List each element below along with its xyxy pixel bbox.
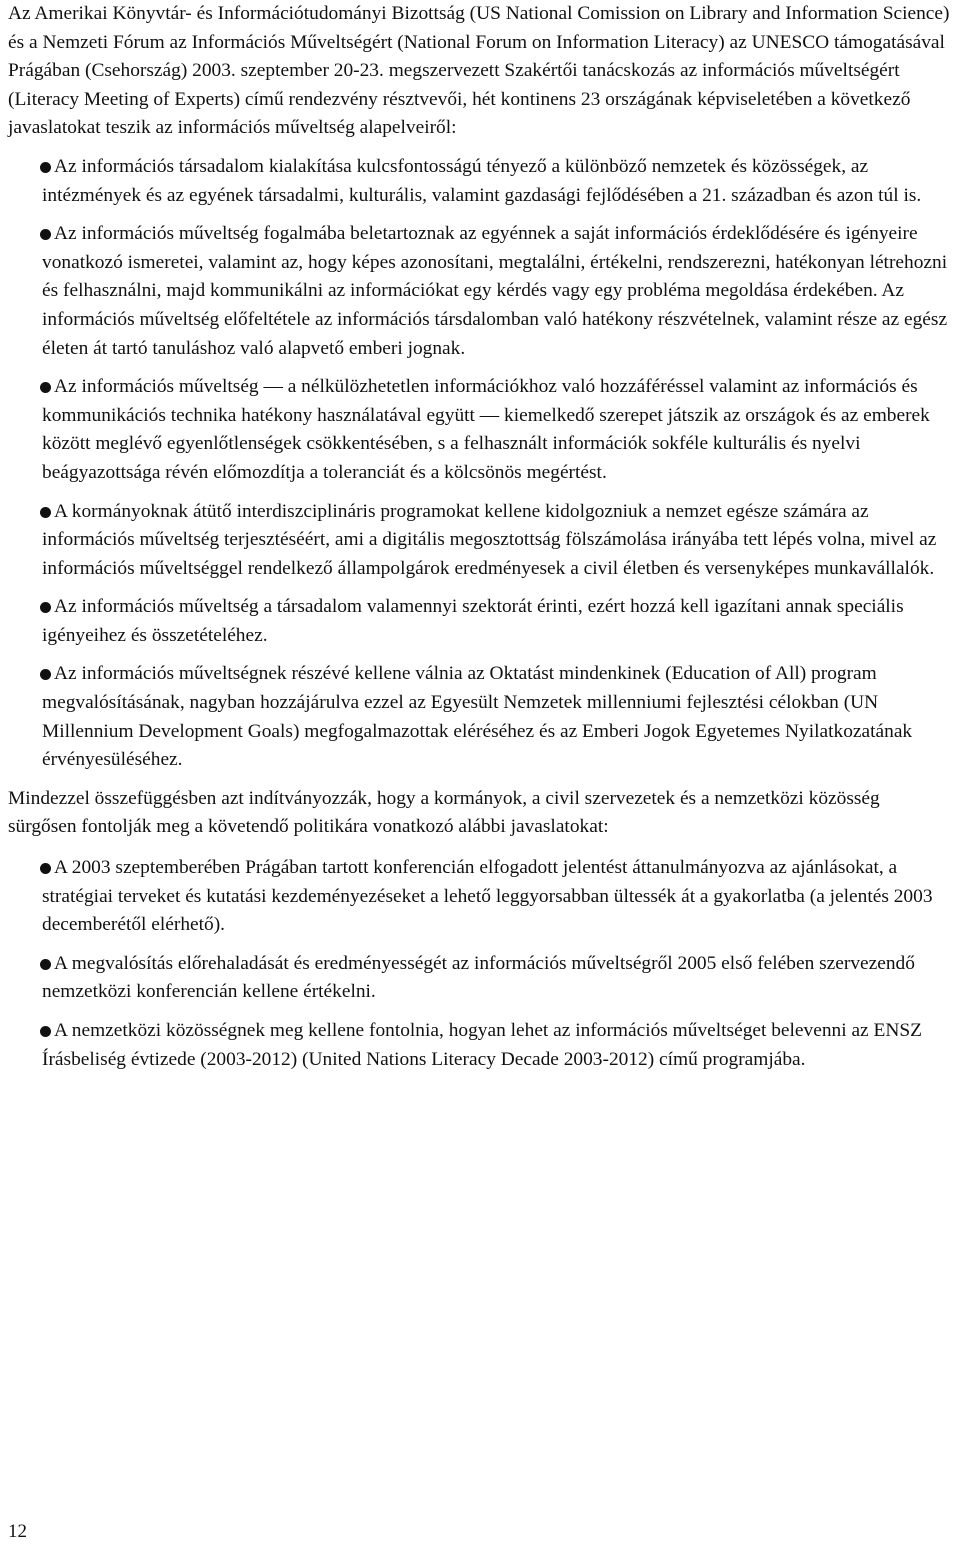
recommendation-text: A nemzetközi közösségnek meg kellene fontolnia, hogyan lehet az információs műveltséget belevenni az ENSZ Írásbeliség évtizede (2003-2012) (United Nations Literacy Decade 2003-2012) című programjába.: [42, 1020, 922, 1070]
recommendation-item: [8, 854, 952, 940]
bullet-icon: [40, 863, 51, 874]
recommendation-item: [8, 950, 952, 1007]
principles-list: [8, 153, 952, 775]
page-number: 12: [8, 1521, 27, 1542]
principle-item: [8, 220, 952, 363]
recommendation-text: A 2003 szeptemberében Prágában tartott konferencián elfogadott jelentést áttanulmányozva az ajánlásokat, a stratégiai terveket és kutatási kezdeményezéseket a lehető leggyorsabban ültessék át a gyakorlatba (a jelentés 2003 decemberétől elérhető).: [42, 857, 933, 936]
closing-paragraph: Mindezzel összefüggésben azt indítványozzák, hogy a kormányok, a civil szervezetek és a nemzetközi közösség sürgősen fontolják meg a követendő politikára vonatkozó alábbi javaslatokat:: [8, 787, 880, 838]
bullet-icon: [40, 1026, 51, 1037]
intro-paragraph: Az Amerikai Könyvtár- és Információtudományi Bizottság (US National Comission on Library and Information Science) és a Nemzeti Fórum az Információs Műveltségért (National Forum on Information Literacy) az UNESCO támogatásával Prágában (Csehország) 2003. szeptember 20-23. megszervezett Szakértői tanácskozás az információs műveltségért (Literacy Meeting of Experts) című rendezvény résztvevői, hét kontinens 23 országának képviseletében a következő javaslatokat teszik az információs műveltség alapelveiről:: [8, 3, 950, 139]
principle-item: [8, 498, 952, 584]
principle-text: Az információs műveltség — a nélkülözhetetlen információkhoz való hozzáféréssel valamint az információs és kommunikációs technika hatékony használatával együtt — kiemelkedő szerepet játszik az országok és az emberek között meglévő egyenlőtlenségek csökkentésében, s a felhasznált információk sokféle kulturális és nyelvi beágyazottsága révén előmozdítja a toleranciát és a kölcsönös megértést.: [42, 376, 930, 483]
principle-item: [8, 593, 952, 650]
principle-item: [8, 153, 952, 210]
recommendations-list: [8, 854, 952, 1074]
bullet-icon: [40, 162, 51, 173]
principle-text: A kormányoknak átütő interdiszciplináris programokat kellene kidolgozniuk a nemzet egésze számára az információs műveltség terjesztéséért, ami a digitális megosztottság fölszámolása irányába tett lépés volna, mivel az információs műveltséggel rendelkező állampolgárok eredményesek a civil életben és versenyképes munkavállalók.: [42, 500, 937, 579]
principle-text: Az információs műveltség fogalmába beletartoznak az egyénnek a saját információs érdeklődésére és igényeire vonatkozó ismeretei, valamint az, hogy képes azonosítani, megtalálni, értékelni, rendszerezni, hatékonyan létrehozni és felhasználni, majd kommunikálni az információkat egy kérdés vagy egy probléma megoldása érdekében. Az információs műveltség előfeltétele az információs társdalomban való hatékony részvételnek, valamint része az egész életen át tartó tanuláshoz való alapvető emberi jognak.: [42, 223, 948, 359]
bullet-icon: [40, 507, 51, 518]
recommendation-item: [8, 1017, 952, 1074]
document-page: [8, 0, 952, 1084]
principle-item: [8, 373, 952, 487]
principle-item: [8, 660, 952, 774]
principle-text: Az információs műveltségnek részévé kellene válnia az Oktatást mindenkinek (Education of All) program megvalósításának, nagyban hozzájárulva ezzel az Egyesült Nemzetek millenniumi fejlesztési célokban (UN Millennium Development Goals) megfogalmazottak eléréséhez és az Emberi Jogok Egyetemes Nyilatkozatának érvényesüléséhez.: [42, 663, 913, 771]
bullet-icon: [40, 959, 51, 970]
principle-text: Az információs műveltség a társadalom valamennyi szektorát érinti, ezért hozzá kell igazítani annak speciális igényeihez és összetételéhez.: [42, 596, 904, 646]
recommendation-text: A megvalósítás előrehaladását és eredményességét az információs műveltségről 2005 első felében szervezendő nemzetközi konferencián kellene értékelni.: [42, 952, 915, 1003]
principle-text: Az információs társadalom kialakítása kulcsfontosságú tényező a különböző nemzetek és közösségek, az intézmények és az egyének társadalmi, kulturális, valamint gazdasági fejlődésében a 21. században és azon túl is.: [42, 155, 922, 206]
